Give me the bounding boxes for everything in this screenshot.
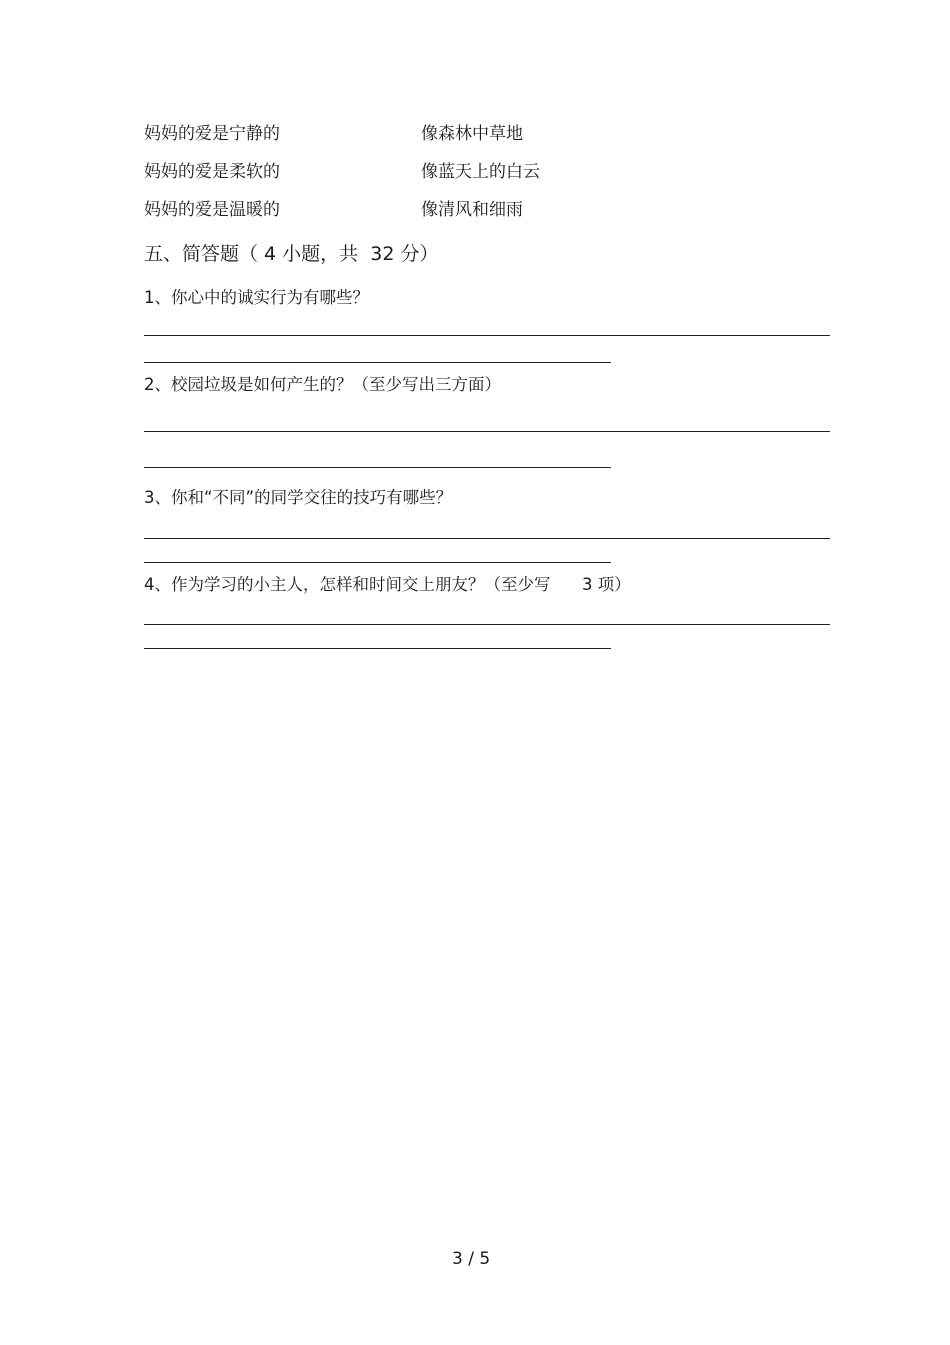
- page-number: 3 / 5: [452, 1249, 491, 1269]
- match-left-3: 妈妈的爱是温暖的: [144, 200, 280, 220]
- answer-line: [144, 624, 830, 625]
- match-left-2: 妈妈的爱是柔软的: [144, 162, 280, 182]
- section-title: 五、简答题（ 4 小题，共 32 分）: [144, 243, 439, 265]
- answer-line: [144, 335, 830, 336]
- answer-line: [144, 562, 611, 563]
- match-right-2: 像蓝天上的白云: [421, 162, 540, 182]
- match-right-1: 像森林中草地: [421, 124, 523, 144]
- question-text: 2、校园垃圾是如何产生的？（至少写出三方面）: [144, 375, 501, 394]
- answer-line: [144, 648, 611, 649]
- answer-line: [144, 538, 830, 539]
- question-text: 1、你心中的诚实行为有哪些？: [144, 288, 369, 307]
- question-text: 3、你和“不同”的同学交往的技巧有哪些？: [144, 488, 453, 507]
- match-left-1: 妈妈的爱是宁静的: [144, 124, 280, 144]
- question-text: 4、作为学习的小主人，怎样和时间交上朋友？（至少写 3 项）: [144, 575, 631, 594]
- answer-line: [144, 467, 611, 468]
- answer-line: [144, 431, 830, 432]
- answer-line: [144, 362, 611, 363]
- match-right-3: 像清风和细雨: [421, 200, 523, 220]
